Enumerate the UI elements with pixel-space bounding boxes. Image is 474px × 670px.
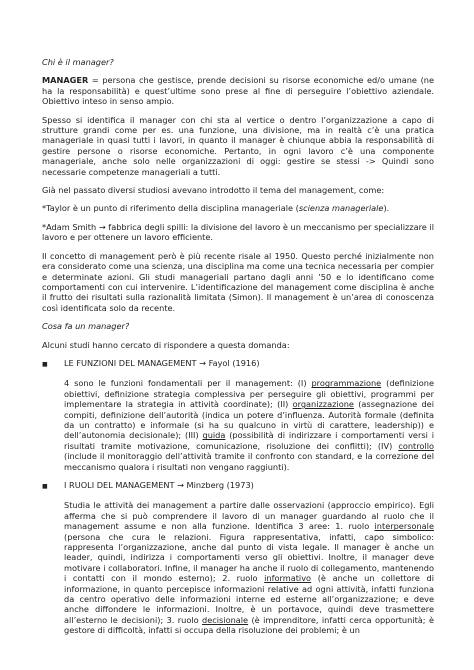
fayol-term-organizzazione: organizzazione [292,399,354,410]
fayol-term-controllo: controllo [398,440,434,451]
bullet-label-fayol: LE FUNZIONI DEL MANAGEMENT → Fayol (1916) [64,357,260,368]
taylor-emphasis: scienza manageriale [298,203,384,214]
manager-definition [42,75,434,106]
paragraph-taylor [42,203,434,213]
bullet-item-minzberg [42,480,434,492]
fayol-text-4: (possibilità di indirizzare i comportamenti versi i risultati tramite motivazione, comunicazione, risoluzione dei conflitti); (IV) [64,430,434,451]
taylor-end: ). [383,203,390,214]
fayol-term-guida: guida [202,430,226,441]
paragraph-adam-smith: *Adam Smith → fabbrica degli spilli: la divisione del lavoro è un meccanismo per specializzare il lavoro e per ottenere un lavoro efficiente. [42,221,434,243]
manager-definition-text: = persona che gestisce, prende decisioni su risorse economiche ed/o umane (ne ha la responsabilità) e quest’ultime sono prese al fine di perseguire l’obiettivo aziendale. Obiettivo inteso in senso ampio. [42,75,434,107]
section-heading-chi-e-il-manager: Chi è il manager? [42,57,114,67]
fayol-text-5: (include il monitoraggio dell’attività tramite il confronto con standard, e la correzione del meccanismo qualora i risultati non vengano raggiunti). [64,451,434,472]
paragraph-minzberg-roles [42,500,434,635]
bullet-item-fayol [42,358,434,370]
taylor-text: *Taylor è un punto di riferimento della disciplina manageriale ( [42,203,299,214]
square-bullet-icon: ■ [42,483,48,490]
fayol-term-programmazione: programmazione [311,378,382,389]
minzberg-term-informativo: informativo [264,573,312,584]
square-bullet-icon: ■ [42,360,48,368]
minzberg-text-3: (è anche un collettore di informazione, in quanto percepisce informazioni relative ad ogni attività, infatti funziona da centro operativo delle informazioni interne ed esterne all’organizzazione; e deve anche diffondere le informazioni. Inoltre, è un portavoce, quindi deve trasmettere all’esterno le decisioni); 3. ruolo [64,573,434,625]
minzberg-term-interpersonale: interpersonale [374,521,434,532]
minzberg-term-decisionale: decisionale [202,614,249,625]
paragraph-manager-identification: Spesso si identifica il manager con chi sta al vertice o dentro l’organizzazione a capo di strutture grandi come per es. una funzione, una divisione, ma in realtà c’è una pratica manageriale in quasi tutti i lavori, in quanto il manager è chiunque abbia la responsabilità di gestire persone o risorse economiche. Pertanto, in ogni lavoro c’è una componente manageriale, anche solo nelle organizzazioni di oggi: gestire se stessi -> Quindi sono necessarie competenze manageriali a tutti. [42,114,434,177]
manager-term: MANAGER [42,75,89,86]
fayol-text-3: (assegnazione dei compiti, definizione dell’autorità (indica un potere d’influenza. Autorità formale (definita da un contratto) e informale (si ha su qualcuno in virtù di carattere, leadership)) e dell’autonomia decisionale); (III) [64,399,434,441]
paragraph-studiosi-intro: Già nel passato diversi studiosi avevano introdotto il tema del management, come: [42,185,385,196]
fayol-text-2: (definizione obiettivi, definizione strategia complessiva per perseguire gli obiettivi, programmi per implementare la strategia in attività coordinate); (II) [64,378,434,410]
paragraph-studies-intro: Alcuni studi hanno cercato di rispondere a questa domanda: [42,339,290,350]
fayol-text-1: 4 sono le funzioni fondamentali per il management: (I) [64,378,312,389]
paragraph-management-history: Il concetto di management però è più recente risale al 1950. Questo perché inizialmente non era considerato come una scienza, una disciplina ma come una tecnica necessaria per compier e determinate azioni. Gli studi manageriali partano dagli anni ’50 e lo identificano come comportamenti con cui intervenire. L’identificazione del management come disciplina è anche il frutto dei risultati sulla razionalità limitata (Simon). Il management è un’area di conoscenza così identificata solo da recente. [42,250,434,313]
bullet-label-minzberg: I RUOLI DEL MANAGEMENT → Minzberg (1973) [64,480,254,490]
minzberg-text-2: (persona che cura le relazioni. Figura rappresentativa, infatti, capo simbolico: rappresenta l’organizzazione, anche dal punto di vista legale. Il manager è anche un leader, quindi, indirizza i comportamenti verso gli obiettivi. Inoltre, il manager deve motivare i collaboratori. Infine, il manager ha anche il ruolo di collegamento, mantenendo i contatti con il mondo esterno); 2. ruolo [64,531,434,584]
paragraph-fayol-functions [42,378,434,472]
minzberg-text-4: (è imprenditore, infatti cerca opportunità; è gestore di difficoltà, infatti si occupa della risoluzione dei problemi; è un [64,614,434,636]
section-heading-cosa-fa-un-manager: Cosa fa un manager? [42,321,130,332]
minzberg-text-1: Studia le attività dei management a partire dalle osservazioni (approccio empirico). Egli afferma che si può comprendere il lavoro di un manager guardando al ruolo che il management assume e non alla funzione. Identifica 3 aree: 1. ruolo [64,500,434,532]
